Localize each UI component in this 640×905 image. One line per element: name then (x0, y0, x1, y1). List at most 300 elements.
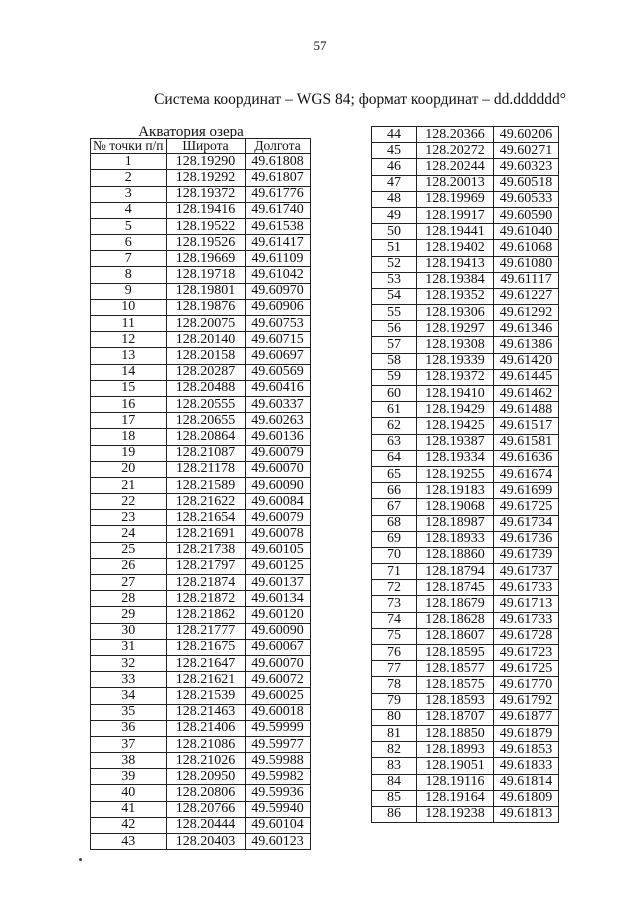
table-row (91, 801, 311, 817)
point-number-cell: 24 (91, 526, 167, 542)
point-number-cell: 65 (372, 466, 417, 482)
longitude-cell: 49.60533 (494, 191, 559, 207)
longitude-cell: 49.61386 (494, 337, 559, 353)
point-number-cell: 61 (372, 402, 417, 418)
longitude-cell: 49.61581 (494, 434, 559, 450)
latitude-cell: 128.20950 (166, 769, 245, 785)
point-number-cell: 33 (91, 672, 167, 688)
point-number-cell: 20 (91, 461, 167, 477)
longitude-cell: 49.61538 (245, 218, 310, 234)
table-row (91, 202, 311, 218)
point-number-cell: 66 (372, 483, 417, 499)
table-row (91, 607, 311, 623)
point-number-cell: 62 (372, 418, 417, 434)
longitude-cell: 49.61488 (494, 402, 559, 418)
point-number-cell: 29 (91, 607, 167, 623)
point-number-cell: 8 (91, 267, 167, 283)
table-row (91, 736, 311, 752)
latitude-cell: 128.19387 (417, 434, 494, 450)
longitude-cell: 49.61733 (494, 612, 559, 628)
latitude-cell: 128.19372 (166, 186, 245, 202)
point-number-cell: 25 (91, 542, 167, 558)
point-number-cell: 76 (372, 645, 417, 661)
latitude-cell: 128.21539 (166, 688, 245, 704)
longitude-cell: 49.60518 (494, 175, 559, 191)
longitude-cell: 49.61723 (494, 645, 559, 661)
longitude-cell: 49.59988 (245, 753, 310, 769)
longitude-cell: 49.61776 (245, 186, 310, 202)
latitude-cell: 128.18595 (417, 645, 494, 661)
latitude-cell: 128.19238 (417, 806, 494, 822)
table-row (91, 299, 311, 315)
point-number-cell: 82 (372, 742, 417, 758)
point-number-cell: 60 (372, 386, 417, 402)
longitude-cell: 49.60323 (494, 159, 559, 175)
latitude-cell: 128.21872 (166, 591, 245, 607)
table-row (91, 380, 311, 396)
point-number-cell: 14 (91, 364, 167, 380)
longitude-cell: 49.60070 (245, 655, 310, 671)
longitude-cell: 49.61740 (245, 202, 310, 218)
latitude-cell: 128.20140 (166, 332, 245, 348)
table-row (91, 785, 311, 801)
point-number-cell: 67 (372, 499, 417, 515)
table-row (91, 591, 311, 607)
longitude-cell: 49.60590 (494, 207, 559, 223)
latitude-cell: 128.20287 (166, 364, 245, 380)
longitude-cell: 49.60120 (245, 607, 310, 623)
header-longitude: Долгота (245, 139, 310, 154)
point-number-cell: 7 (91, 251, 167, 267)
latitude-cell: 128.19306 (417, 305, 494, 321)
point-number-cell: 80 (372, 709, 417, 725)
longitude-cell: 49.59999 (245, 720, 310, 736)
point-number-cell: 26 (91, 558, 167, 574)
point-number-cell: 58 (372, 353, 417, 369)
latitude-cell: 128.18987 (417, 515, 494, 531)
latitude-cell: 128.21026 (166, 753, 245, 769)
latitude-cell: 128.19410 (417, 386, 494, 402)
point-number-cell: 83 (372, 758, 417, 774)
longitude-cell: 49.61807 (245, 170, 310, 186)
table-row (372, 175, 559, 191)
latitude-cell: 128.20244 (417, 159, 494, 175)
latitude-cell: 128.18577 (417, 661, 494, 677)
latitude-cell: 128.19334 (417, 450, 494, 466)
point-number-cell: 45 (372, 143, 417, 159)
longitude-cell: 49.60970 (245, 283, 310, 299)
table-row (372, 353, 559, 369)
latitude-cell: 128.20075 (166, 316, 245, 332)
table-row (91, 526, 311, 542)
point-number-cell: 13 (91, 348, 167, 364)
longitude-cell: 49.61040 (494, 224, 559, 240)
table-caption: Акватория озера (138, 124, 244, 140)
table-row (91, 623, 311, 639)
latitude-cell: 128.19292 (166, 170, 245, 186)
latitude-cell: 128.19068 (417, 499, 494, 515)
latitude-cell: 128.21086 (166, 736, 245, 752)
longitude-cell: 49.60078 (245, 526, 310, 542)
latitude-cell: 128.20806 (166, 785, 245, 801)
table-row (91, 251, 311, 267)
table-row (91, 720, 311, 736)
longitude-cell: 49.60067 (245, 639, 310, 655)
latitude-cell: 128.19116 (417, 774, 494, 790)
table-row (91, 655, 311, 671)
longitude-cell: 49.59940 (245, 801, 310, 817)
point-number-cell: 23 (91, 510, 167, 526)
point-number-cell: 79 (372, 693, 417, 709)
longitude-cell: 49.61736 (494, 531, 559, 547)
table-row (372, 450, 559, 466)
latitude-cell: 128.20403 (166, 834, 245, 850)
longitude-cell: 49.61117 (494, 272, 559, 288)
longitude-cell: 49.60123 (245, 834, 310, 850)
latitude-cell: 128.19969 (417, 191, 494, 207)
longitude-cell: 49.60753 (245, 316, 310, 332)
coordinates-table-left (90, 138, 311, 850)
longitude-cell: 49.60079 (245, 445, 310, 461)
longitude-cell: 49.61080 (494, 256, 559, 272)
table-row (91, 558, 311, 574)
longitude-cell: 49.61725 (494, 661, 559, 677)
longitude-cell: 49.61517 (494, 418, 559, 434)
point-number-cell: 46 (372, 159, 417, 175)
latitude-cell: 128.20444 (166, 817, 245, 833)
longitude-cell: 49.61739 (494, 547, 559, 563)
longitude-cell: 49.61814 (494, 774, 559, 790)
longitude-cell: 49.61833 (494, 758, 559, 774)
longitude-cell: 49.61813 (494, 806, 559, 822)
table-row (372, 612, 559, 628)
point-number-cell: 74 (372, 612, 417, 628)
longitude-cell: 49.60134 (245, 591, 310, 607)
header-point-number: № точки п/п (91, 139, 167, 154)
table-row (91, 396, 311, 412)
longitude-cell: 49.60025 (245, 688, 310, 704)
table-row (91, 413, 311, 429)
latitude-cell: 128.20555 (166, 396, 245, 412)
point-number-cell: 12 (91, 332, 167, 348)
table-row (91, 348, 311, 364)
point-number-cell: 55 (372, 305, 417, 321)
table-header-row (91, 139, 311, 154)
table-row (91, 445, 311, 461)
point-number-cell: 47 (372, 175, 417, 191)
latitude-cell: 128.18933 (417, 531, 494, 547)
point-number-cell: 57 (372, 337, 417, 353)
longitude-cell: 49.60337 (245, 396, 310, 412)
longitude-cell: 49.60104 (245, 817, 310, 833)
latitude-cell: 128.21862 (166, 607, 245, 623)
point-number-cell: 39 (91, 769, 167, 785)
point-number-cell: 41 (91, 801, 167, 817)
table-row (372, 402, 559, 418)
latitude-cell: 128.19164 (417, 790, 494, 806)
point-number-cell: 30 (91, 623, 167, 639)
table-row (372, 224, 559, 240)
point-number-cell: 49 (372, 207, 417, 223)
longitude-cell: 49.61674 (494, 466, 559, 482)
latitude-cell: 128.21589 (166, 477, 245, 493)
longitude-cell: 49.59982 (245, 769, 310, 785)
point-number-cell: 84 (372, 774, 417, 790)
longitude-cell: 49.60090 (245, 623, 310, 639)
longitude-cell: 49.60084 (245, 494, 310, 510)
longitude-cell: 49.59977 (245, 736, 310, 752)
table-row (91, 235, 311, 251)
point-number-cell: 27 (91, 575, 167, 591)
point-number-cell: 6 (91, 235, 167, 251)
point-number-cell: 54 (372, 288, 417, 304)
table-row (372, 191, 559, 207)
longitude-cell: 49.60079 (245, 510, 310, 526)
latitude-cell: 128.21777 (166, 623, 245, 639)
table-row (372, 321, 559, 337)
table-row (372, 531, 559, 547)
point-number-cell: 70 (372, 547, 417, 563)
coordinates-table-right (371, 126, 559, 823)
point-number-cell: 5 (91, 218, 167, 234)
point-number-cell: 85 (372, 790, 417, 806)
latitude-cell: 128.21691 (166, 526, 245, 542)
point-number-cell: 73 (372, 596, 417, 612)
table-row (91, 688, 311, 704)
latitude-cell: 128.19352 (417, 288, 494, 304)
latitude-cell: 128.19429 (417, 402, 494, 418)
point-number-cell: 56 (372, 321, 417, 337)
table-row (91, 817, 311, 833)
table-row (372, 774, 559, 790)
table-row (372, 207, 559, 223)
latitude-cell: 128.19522 (166, 218, 245, 234)
point-number-cell: 64 (372, 450, 417, 466)
latitude-cell: 128.20766 (166, 801, 245, 817)
longitude-cell: 49.60072 (245, 672, 310, 688)
table-row (91, 218, 311, 234)
latitude-cell: 128.21087 (166, 445, 245, 461)
header-latitude: Широта (166, 139, 245, 154)
point-number-cell: 68 (372, 515, 417, 531)
latitude-cell: 128.18745 (417, 580, 494, 596)
table-row (372, 742, 559, 758)
latitude-cell: 128.19876 (166, 299, 245, 315)
longitude-cell: 49.61734 (494, 515, 559, 531)
longitude-cell: 49.60105 (245, 542, 310, 558)
table-row (372, 256, 559, 272)
latitude-cell: 128.18679 (417, 596, 494, 612)
longitude-cell: 49.59936 (245, 785, 310, 801)
longitude-cell: 49.61042 (245, 267, 310, 283)
point-number-cell: 34 (91, 688, 167, 704)
point-number-cell: 50 (372, 224, 417, 240)
point-number-cell: 32 (91, 655, 167, 671)
table-row (372, 434, 559, 450)
longitude-cell: 49.61737 (494, 564, 559, 580)
point-number-cell: 75 (372, 628, 417, 644)
latitude-cell: 128.20864 (166, 429, 245, 445)
point-number-cell: 40 (91, 785, 167, 801)
longitude-cell: 49.61733 (494, 580, 559, 596)
latitude-cell: 128.19413 (417, 256, 494, 272)
table-row (372, 466, 559, 482)
longitude-cell: 49.61445 (494, 369, 559, 385)
point-number-cell: 72 (372, 580, 417, 596)
table-row (372, 515, 559, 531)
latitude-cell: 128.19255 (417, 466, 494, 482)
longitude-cell: 49.61853 (494, 742, 559, 758)
table-row (91, 510, 311, 526)
point-number-cell: 10 (91, 299, 167, 315)
point-number-cell: 86 (372, 806, 417, 822)
latitude-cell: 128.19425 (417, 418, 494, 434)
table-row (91, 542, 311, 558)
table-row (372, 645, 559, 661)
table-row (372, 709, 559, 725)
point-number-cell: 3 (91, 186, 167, 202)
latitude-cell: 128.18993 (417, 742, 494, 758)
table-row (91, 672, 311, 688)
latitude-cell: 128.19526 (166, 235, 245, 251)
latitude-cell: 128.19290 (166, 154, 245, 170)
point-number-cell: 51 (372, 240, 417, 256)
point-number-cell: 11 (91, 316, 167, 332)
longitude-cell: 49.61877 (494, 709, 559, 725)
table-row (372, 564, 559, 580)
latitude-cell: 128.20366 (417, 127, 494, 143)
table-row (91, 283, 311, 299)
table-row (372, 127, 559, 143)
latitude-cell: 128.19718 (166, 267, 245, 283)
latitude-cell: 128.20158 (166, 348, 245, 364)
latitude-cell: 128.18860 (417, 547, 494, 563)
latitude-cell: 128.21178 (166, 461, 245, 477)
table-row (91, 639, 311, 655)
longitude-cell: 49.60715 (245, 332, 310, 348)
point-number-cell: 69 (372, 531, 417, 547)
table-row (372, 483, 559, 499)
table-row (372, 143, 559, 159)
table-row (91, 769, 311, 785)
table-row (372, 288, 559, 304)
table-row (372, 369, 559, 385)
latitude-cell: 128.19297 (417, 321, 494, 337)
latitude-cell: 128.19441 (417, 224, 494, 240)
point-number-cell: 59 (372, 369, 417, 385)
longitude-cell: 49.60090 (245, 477, 310, 493)
latitude-cell: 128.18794 (417, 564, 494, 580)
point-number-cell: 19 (91, 445, 167, 461)
longitude-cell: 49.61068 (494, 240, 559, 256)
longitude-cell: 49.60906 (245, 299, 310, 315)
longitude-cell: 49.60271 (494, 143, 559, 159)
table-row (372, 596, 559, 612)
point-number-cell: 16 (91, 396, 167, 412)
table-row (91, 704, 311, 720)
page-number: 57 (313, 38, 327, 53)
point-number-cell: 42 (91, 817, 167, 833)
table-row (372, 337, 559, 353)
table-row (91, 477, 311, 493)
table-row (91, 753, 311, 769)
latitude-cell: 128.19416 (166, 202, 245, 218)
scan-speck (79, 858, 82, 861)
point-number-cell: 18 (91, 429, 167, 445)
table-row (91, 267, 311, 283)
latitude-cell: 128.19051 (417, 758, 494, 774)
longitude-cell: 49.60697 (245, 348, 310, 364)
longitude-cell: 49.60206 (494, 127, 559, 143)
table-row (91, 429, 311, 445)
longitude-cell: 49.60070 (245, 461, 310, 477)
longitude-cell: 49.61636 (494, 450, 559, 466)
table-row (91, 364, 311, 380)
table-row (372, 758, 559, 774)
point-number-cell: 48 (372, 191, 417, 207)
point-number-cell: 2 (91, 170, 167, 186)
table-row (372, 661, 559, 677)
latitude-cell: 128.21675 (166, 639, 245, 655)
latitude-cell: 128.21622 (166, 494, 245, 510)
longitude-cell: 49.60136 (245, 429, 310, 445)
latitude-cell: 128.18593 (417, 693, 494, 709)
point-number-cell: 52 (372, 256, 417, 272)
longitude-cell: 49.61699 (494, 483, 559, 499)
table-row (372, 305, 559, 321)
latitude-cell: 128.19917 (417, 207, 494, 223)
longitude-cell: 49.61770 (494, 677, 559, 693)
latitude-cell: 128.19384 (417, 272, 494, 288)
longitude-cell: 49.61713 (494, 596, 559, 612)
point-number-cell: 71 (372, 564, 417, 580)
longitude-cell: 49.61809 (494, 790, 559, 806)
point-number-cell: 77 (372, 661, 417, 677)
latitude-cell: 128.21654 (166, 510, 245, 526)
longitude-cell: 49.61292 (494, 305, 559, 321)
longitude-cell: 49.61462 (494, 386, 559, 402)
point-number-cell: 38 (91, 753, 167, 769)
table-row (372, 790, 559, 806)
point-number-cell: 9 (91, 283, 167, 299)
table-row (372, 693, 559, 709)
latitude-cell: 128.21647 (166, 655, 245, 671)
table-row (372, 159, 559, 175)
longitude-cell: 49.61227 (494, 288, 559, 304)
table-row (372, 240, 559, 256)
longitude-cell: 49.61792 (494, 693, 559, 709)
table-row (372, 806, 559, 822)
latitude-cell: 128.21406 (166, 720, 245, 736)
longitude-cell: 49.60569 (245, 364, 310, 380)
latitude-cell: 128.20655 (166, 413, 245, 429)
longitude-cell: 49.60263 (245, 413, 310, 429)
point-number-cell: 1 (91, 154, 167, 170)
longitude-cell: 49.60018 (245, 704, 310, 720)
latitude-cell: 128.21621 (166, 672, 245, 688)
point-number-cell: 63 (372, 434, 417, 450)
table-row (372, 272, 559, 288)
longitude-cell: 49.61879 (494, 725, 559, 741)
table-row (91, 494, 311, 510)
table-row (91, 170, 311, 186)
table-row (91, 154, 311, 170)
point-number-cell: 35 (91, 704, 167, 720)
table-row (91, 575, 311, 591)
table-row (91, 461, 311, 477)
table-row (372, 499, 559, 515)
longitude-cell: 49.61346 (494, 321, 559, 337)
